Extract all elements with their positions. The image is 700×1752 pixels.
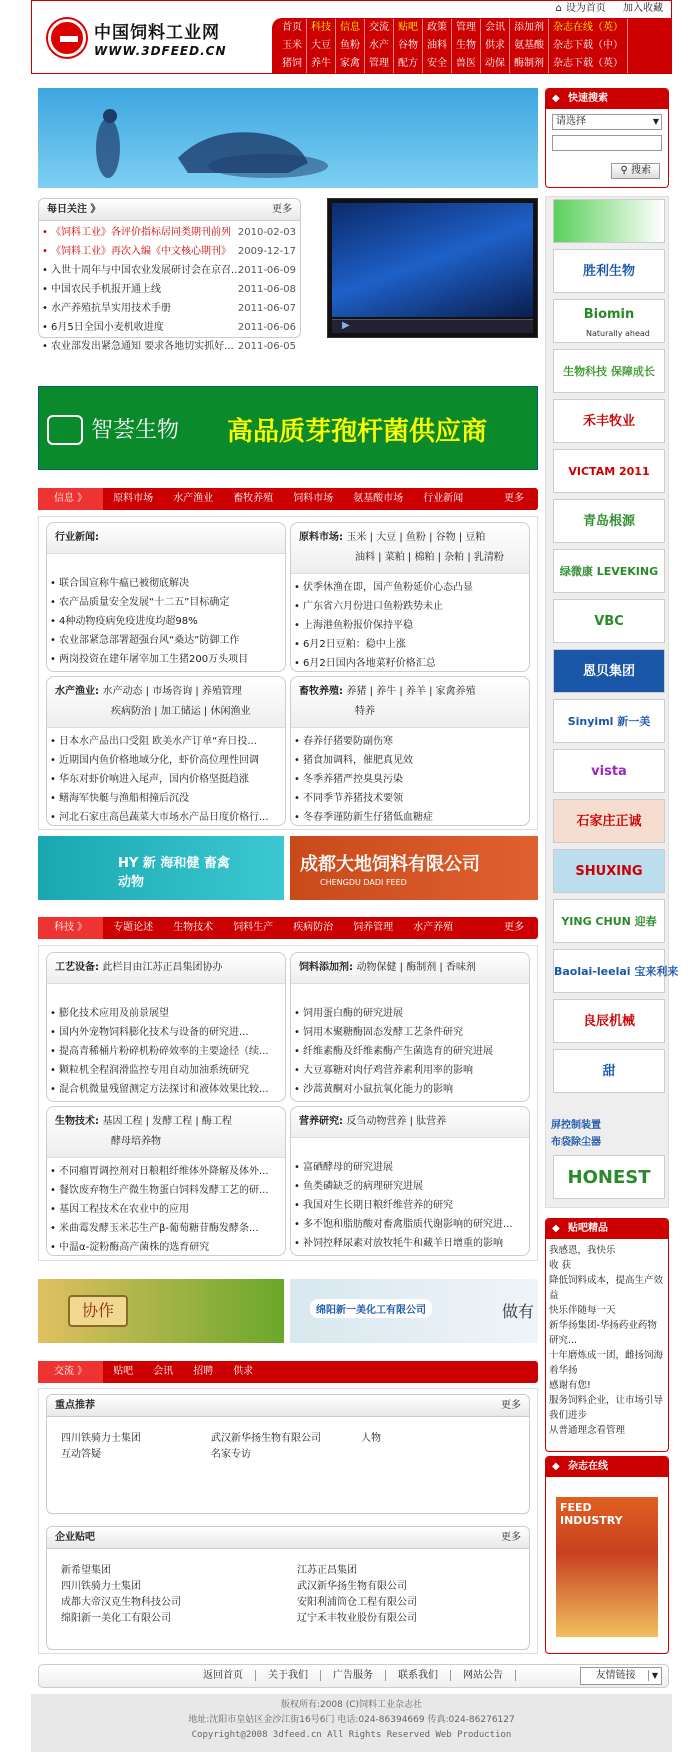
- magazine-cover-title: FEED INDUSTRY: [560, 1501, 623, 1527]
- list-item[interactable]: • 6月2日国内各地菜籽价格汇总: [291, 654, 529, 673]
- nav-item[interactable]: 生物: [452, 37, 481, 55]
- list-item[interactable]: • 提高青稀桶片粉碎机粉碎效率的主要途径（续...: [47, 1042, 285, 1061]
- featured-title: 重点推荐: [55, 1400, 95, 1411]
- aqua-title: 水产渔业:: [55, 686, 99, 697]
- side-link[interactable]: 屏控制装置: [551, 1120, 601, 1131]
- forum-panel: [46, 1526, 530, 1650]
- home-icon: ⌂: [555, 3, 562, 14]
- list-item[interactable]: • 鳝海军快艇与渔船相撞后沉没: [47, 789, 285, 808]
- company-link[interactable]: 新希望集团: [61, 1565, 111, 1576]
- biotech-sublinks-2[interactable]: 酵母培养物: [111, 1136, 161, 1147]
- main-nav: [272, 18, 672, 74]
- zhihui-brand: 智荟生物: [91, 418, 180, 443]
- play-icon[interactable]: ▶: [342, 320, 350, 331]
- footer-address: 地址:沈阳市皇姑区金沙江街16号6门 电话:024-86394669 传真:024-86276127: [188, 1715, 515, 1725]
- footer-nav: [38, 1664, 669, 1688]
- nav-item[interactable]: 动保: [481, 55, 510, 73]
- list-item[interactable]: • 日本水产品出口受阻 欧美水产订单“弃日投...: [47, 732, 285, 751]
- section-tab[interactable]: 招聘: [193, 1366, 214, 1377]
- list-item[interactable]: • 联合国宣称牛瘟已被彻底解决: [47, 574, 285, 593]
- nutrition-panel: [290, 1106, 530, 1256]
- video-player[interactable]: [327, 198, 538, 338]
- forum-title: 企业贴吧: [55, 1532, 95, 1543]
- top-links: [264, 1, 671, 17]
- news-title[interactable]: 《饲料工业》各评价指标居同类期刊前列: [51, 227, 231, 238]
- nutrition-list: [291, 1138, 529, 1253]
- additive-sublinks[interactable]: 动物保健 | 酶制剂 | 香味剂: [356, 962, 476, 973]
- forum-hot-item[interactable]: 感谢有您!: [549, 1380, 591, 1391]
- news-title[interactable]: 入世十周年与中国农业发展研讨会在京召...: [51, 265, 241, 276]
- nav-item[interactable]: 谷物: [394, 37, 423, 55]
- footer-info: [31, 1694, 672, 1752]
- sinyiml-ad-text: 绵阳新一美化工有限公司: [310, 1299, 432, 1318]
- process-title: 工艺设备:: [55, 962, 99, 973]
- link-column: [211, 1431, 321, 1463]
- magazine-panel: [545, 1456, 669, 1654]
- list-item[interactable]: • 餐饮废弃物生产微生物蛋白饲料发酵工艺的研...: [47, 1181, 285, 1200]
- nav-item[interactable]: 供求: [481, 37, 510, 55]
- company-link[interactable]: 成都大帝汉克生物科技公司: [61, 1597, 181, 1608]
- company-link[interactable]: 武汉新华扬生物有限公司: [297, 1581, 407, 1592]
- company-link[interactable]: 名家专访: [211, 1449, 251, 1460]
- sponsor-column: [545, 196, 679, 1208]
- additive-panel: [290, 952, 530, 1102]
- sponsor-logo[interactable]: Biomin: [553, 299, 665, 343]
- list-item[interactable]: • 饲用蛋白酶的研究进展: [291, 1004, 529, 1023]
- search-button-label: 搜索: [631, 165, 651, 176]
- forum-hot-icon: ◆: [552, 1223, 560, 1234]
- search-button[interactable]: [611, 163, 660, 179]
- footer-copyright-en: Copyright@2008 3dfeed.cn All Rights Reserved Web Production: [191, 1730, 512, 1740]
- list-item[interactable]: • 膨化技术应用及前景展望: [47, 1004, 285, 1023]
- favorite-link[interactable]: 加入收藏: [623, 3, 663, 14]
- forum-hot-item[interactable]: 新华扬集团-华扬药业药物研究...: [549, 1320, 657, 1346]
- raw-sublinks[interactable]: 玉米 | 大豆 | 鱼粉 | 谷物 | 豆粕: [346, 532, 486, 543]
- news-date: 2011-06-08: [237, 284, 296, 295]
- nav-row-1: [278, 19, 628, 37]
- nav-item[interactable]: 杂志在线（英）: [549, 19, 628, 37]
- aqua-list: [47, 728, 285, 827]
- section-tab[interactable]: 水产渔业: [173, 493, 214, 504]
- forum-hot-panel: [545, 1218, 669, 1452]
- haihejian-ad-text: HY 新 海和健 畜禽动物: [118, 856, 230, 890]
- sponsor-logo[interactable]: vista: [553, 749, 665, 793]
- sponsor-logo[interactable]: 绿微康 LEVEKING: [553, 549, 665, 593]
- industry-list: [47, 554, 285, 669]
- sponsor-logo[interactable]: 禾丰牧业: [553, 399, 665, 443]
- site-logo[interactable]: [32, 1, 264, 75]
- biotech-panel: [46, 1106, 286, 1256]
- aqua-panel: [46, 676, 286, 826]
- list-item[interactable]: • 猪食加调料，催肥真见效: [291, 751, 529, 770]
- sponsor-logo[interactable]: SHUXING: [553, 849, 665, 893]
- list-item[interactable]: • 国内外宠物饲料膨化技术与设备的研究进...: [47, 1023, 285, 1042]
- footer-copyright: 版权所有:2008 (C)饲料工业杂志社: [280, 1700, 423, 1710]
- news-date: 2011-06-05: [237, 341, 296, 352]
- company-link[interactable]: 人物: [361, 1433, 381, 1444]
- footer-link[interactable]: 联系我们: [386, 1670, 451, 1681]
- list-item[interactable]: • 颗粒机全程润滑监控专用自动加油系统研究: [47, 1061, 285, 1080]
- search-select-value: 请选择: [556, 116, 586, 127]
- list-item[interactable]: [39, 223, 300, 242]
- forum-more-link[interactable]: 更多: [501, 1532, 521, 1543]
- news-date: 2011-06-07: [237, 303, 296, 314]
- section-tab[interactable]: 专题论述: [113, 922, 154, 933]
- footer-link[interactable]: 关于我们: [256, 1670, 321, 1681]
- search-panel: [545, 88, 669, 188]
- sponsor-logo[interactable]: 胜利生物: [553, 249, 665, 293]
- nav-item[interactable]: 玉米: [278, 37, 307, 55]
- list-item[interactable]: • 冬季养猪严控臭臭污染: [291, 770, 529, 789]
- news-date: 2011-06-06: [237, 322, 296, 333]
- nav-item[interactable]: 杂志下载（中）: [549, 37, 628, 55]
- dadi-feed-ad-en: CHENGDU DADI FEED: [320, 878, 407, 887]
- aqua-sublinks-2[interactable]: 疾病防治 | 加工储运 | 休闲渔业: [111, 706, 251, 717]
- industry-news-panel: [46, 522, 286, 672]
- list-item[interactable]: • 两岗投资在建年屠宰加工生猪200万头项目: [47, 650, 285, 669]
- list-item[interactable]: • 富硒酵母的研究进展: [291, 1158, 529, 1177]
- company-link[interactable]: 绵阳新一美化工有限公司: [61, 1613, 171, 1624]
- biotech-sublinks[interactable]: 基因工程 | 发酵工程 | 酶工程: [102, 1116, 232, 1127]
- news-title[interactable]: 水产养殖抗旱实用技术手册: [51, 303, 171, 314]
- nav-item[interactable]: 水产: [365, 37, 394, 55]
- nutrition-title: 营养研究:: [299, 1116, 343, 1127]
- livestock-title: 畜牧养殖:: [299, 686, 343, 697]
- search-input[interactable]: [552, 135, 662, 151]
- sponsor-logo[interactable]: YING CHUN 迎春: [553, 899, 665, 943]
- process-list: [47, 984, 285, 1099]
- list-item[interactable]: • 农业部紧急部署超强台风“桑达”防御工作: [47, 631, 285, 650]
- search-category-select[interactable]: [552, 114, 662, 130]
- nav-row-3: [278, 55, 628, 73]
- featured-links: [47, 1417, 529, 1460]
- sinyiml-ad-slogan: 做有: [501, 1302, 534, 1321]
- zhihui-slogan: 高品质芽孢杆菌供应商: [227, 417, 488, 447]
- search-title: 快速搜索: [568, 93, 608, 104]
- daily-list: [39, 221, 300, 356]
- footer-link[interactable]: 广告服务: [321, 1670, 386, 1681]
- list-item[interactable]: • 补饲控释尿素对放牧牦牛和藏羊日增重的影响: [291, 1234, 529, 1253]
- section-tab[interactable]: 供求: [233, 1366, 254, 1377]
- sponsor-logo[interactable]: VICTAM 2011: [553, 449, 665, 493]
- daily-news-panel: [38, 198, 301, 352]
- list-item[interactable]: • 米曲霉发酵玉米芯生产β-葡萄糖苷酶发酵条...: [47, 1219, 285, 1238]
- list-item[interactable]: • 农产品质量安全发展“十二五”目标确定: [47, 593, 285, 612]
- nav-item[interactable]: 酶制剂: [510, 55, 549, 73]
- section-more-link[interactable]: 更多: [504, 922, 524, 933]
- list-item[interactable]: • 不同季节养猪技术要领: [291, 789, 529, 808]
- footer-link[interactable]: 网站公告: [451, 1670, 516, 1681]
- list-item[interactable]: • 广东省六月份进口鱼粉跌势未止: [291, 597, 529, 616]
- daily-more-link[interactable]: 更多: [272, 204, 292, 215]
- nav-item[interactable]: 兽医: [452, 55, 481, 73]
- cooperation-ad[interactable]: [38, 1279, 284, 1343]
- forum-hot-item[interactable]: 收 获: [549, 1260, 572, 1271]
- nav-item[interactable]: 科技: [307, 19, 336, 37]
- forum-hot-item[interactable]: 从普通理念看管理: [549, 1425, 626, 1436]
- additive-list: [291, 984, 529, 1099]
- logo-text: 中国饲料工业网: [94, 23, 220, 43]
- nav-item[interactable]: 养牛: [307, 55, 336, 73]
- company-link[interactable]: 四川铁骑力士集团: [61, 1581, 141, 1592]
- haihejian-ad[interactable]: [38, 836, 284, 900]
- magazine-title: 杂志在线: [568, 1461, 608, 1472]
- company-link[interactable]: 武汉新华扬生物有限公司: [211, 1433, 321, 1444]
- sponsor-logo[interactable]: 恩贝集团: [553, 649, 665, 693]
- nav-item[interactable]: 猪饲: [278, 55, 307, 73]
- side-text-links: [551, 1117, 601, 1151]
- nav-item[interactable]: 管理: [365, 55, 394, 73]
- process-sponsor: 此栏目由江苏正昌集团协办: [102, 962, 223, 973]
- rider-silhouette-icon: [38, 88, 538, 188]
- nav-item[interactable]: 信息: [336, 19, 365, 37]
- list-item[interactable]: • 近期国内鱼价格地域分化，虾价高位理性回调: [47, 751, 285, 770]
- section-tab[interactable]: 贴吧: [113, 1366, 134, 1377]
- news-date: 2009-12-17: [237, 246, 296, 257]
- friend-links-select[interactable]: [580, 1667, 662, 1685]
- news-title[interactable]: 中国农民手机报开通上线: [51, 284, 161, 295]
- magazine-icon: ◆: [552, 1461, 560, 1472]
- list-item[interactable]: • 春养仔猪要防副伤寒: [291, 732, 529, 751]
- section-tab[interactable]: 饲料生产: [233, 922, 274, 933]
- news-title[interactable]: 《饲料工业》再次入编《中文核心期刊》: [51, 246, 231, 257]
- section-tab[interactable]: 饲养管理: [353, 922, 394, 933]
- top-banner[interactable]: [38, 88, 538, 188]
- nav-item[interactable]: 鱼粉: [336, 37, 365, 55]
- list-item[interactable]: • 混合机微量残留测定方法探讨和液体效果比较...: [47, 1080, 285, 1099]
- forum-hot-item[interactable]: 服务饲料企业，让市场引导我们进步: [549, 1395, 664, 1421]
- logo-icon: [48, 19, 86, 57]
- biotech-list: [47, 1158, 285, 1257]
- nutrition-sublinks[interactable]: 反刍动物营养 | 肽营养: [346, 1116, 447, 1127]
- list-item[interactable]: [39, 337, 300, 356]
- sponsor-logo[interactable]: Baolai-leelai 宝来利来: [553, 949, 665, 993]
- list-item[interactable]: • 上海港鱼粉报价保持平稳: [291, 616, 529, 635]
- nav-item[interactable]: 添加剂: [510, 19, 549, 37]
- featured-panel: [46, 1394, 530, 1514]
- forum-hot-item[interactable]: 快乐伴随每一天: [549, 1305, 616, 1316]
- logo-url: WWW.3DFEED.CN: [94, 44, 227, 58]
- forum-links: [47, 1549, 529, 1624]
- section-tab[interactable]: 畜牧养殖: [233, 493, 274, 504]
- process-panel: [46, 952, 286, 1102]
- section-tab[interactable]: 疾病防治: [293, 922, 334, 933]
- list-item[interactable]: • 4种动物疫病免疫进度均超98%: [47, 612, 285, 631]
- industry-title: 行业新闻:: [47, 523, 285, 554]
- section-tab[interactable]: 行业新闻: [423, 493, 464, 504]
- nav-item[interactable]: 配方: [394, 55, 423, 73]
- tech-nav-bar: [38, 917, 538, 939]
- section-more-link[interactable]: 更多: [504, 493, 524, 504]
- list-item[interactable]: • 我国对生长期日粮纤维营养的研究: [291, 1196, 529, 1215]
- list-item[interactable]: • 不同瘤胃调控剂对日粮粗纤维体外降解及体外...: [47, 1162, 285, 1181]
- sponsor-logo[interactable]: Sinyiml 新一美: [553, 699, 665, 743]
- raw-sublinks-2[interactable]: 油料 | 菜粕 | 棉粕 | 杂粕 | 乳清粉: [355, 552, 504, 563]
- list-item[interactable]: [39, 318, 300, 337]
- livestock-sublinks-2[interactable]: 特养: [355, 706, 375, 717]
- nav-item[interactable]: 贴吧: [394, 19, 423, 37]
- list-item[interactable]: • 河北石家庄高邑蔬菜大市场水产品日度价格行...: [47, 808, 285, 827]
- raw-title: 原料市场:: [299, 532, 343, 543]
- magazine-cover[interactable]: [556, 1497, 658, 1637]
- sponsor-logo[interactable]: 生物科技 保障成长: [553, 349, 665, 393]
- nav-item[interactable]: 政策: [423, 19, 452, 37]
- section-tab-main[interactable]: 科技 》: [38, 917, 103, 939]
- info-nav-bar: [38, 488, 538, 510]
- list-item[interactable]: • 大豆寡糖对肉仔鸡营养素利用率的影响: [291, 1061, 529, 1080]
- nav-row-2: [278, 37, 628, 55]
- list-item[interactable]: [39, 261, 300, 280]
- list-item[interactable]: [39, 280, 300, 299]
- sponsor-logo[interactable]: VBC: [553, 599, 665, 643]
- forum-hot-item[interactable]: 降低饲料成本，提高生产效益: [549, 1275, 664, 1301]
- list-item[interactable]: • 基因工程技术在农业中的应用: [47, 1200, 285, 1219]
- list-item[interactable]: • 中温α-淀粉酶高产菌株的选育研究: [47, 1238, 285, 1257]
- link-column: [297, 1563, 417, 1627]
- search-icon: ⚲: [620, 165, 628, 176]
- sponsor-logo[interactable]: 良辰机械: [553, 999, 665, 1043]
- link-column: [61, 1431, 141, 1463]
- sponsor-tagline: Naturally ahead: [586, 329, 650, 338]
- news-title[interactable]: 6月5日全国小麦机收进度: [51, 322, 164, 333]
- raw-market-panel: [290, 522, 530, 672]
- nav-item[interactable]: 交流: [365, 19, 394, 37]
- nav-item[interactable]: 管理: [452, 19, 481, 37]
- honest-logo[interactable]: HONEST: [553, 1155, 665, 1199]
- side-link[interactable]: 布袋除尘器: [551, 1137, 601, 1148]
- section-tab[interactable]: 氨基酸市场: [353, 493, 404, 504]
- nav-item[interactable]: 首页: [278, 19, 307, 37]
- section-tab-main[interactable]: 信息 》: [38, 488, 103, 510]
- search-panel-icon: ◆: [552, 93, 560, 104]
- nav-item[interactable]: 杂志下载（英）: [549, 55, 628, 73]
- nav-item[interactable]: 氨基酸: [510, 37, 549, 55]
- section-tab[interactable]: 饲料市场: [293, 493, 334, 504]
- footer-links: [191, 1670, 516, 1681]
- list-item[interactable]: • 饲用木聚糖酶固态发酵工艺条件研究: [291, 1023, 529, 1042]
- nav-item[interactable]: 油料: [423, 37, 452, 55]
- zhihui-banner[interactable]: [38, 386, 538, 470]
- dadi-feed-ad[interactable]: [290, 836, 538, 900]
- list-item[interactable]: • 鱼类磷缺乏的病理研究进展: [291, 1177, 529, 1196]
- list-item[interactable]: [39, 242, 300, 261]
- daily-title: 每日关注 》: [47, 204, 101, 215]
- list-item[interactable]: • 多不饱和脂肪酸对畜禽脂质代谢影响的研究进...: [291, 1215, 529, 1234]
- news-title[interactable]: 农业部发出紧急通知 要求各地切实抓好...: [51, 341, 234, 352]
- list-item[interactable]: • 伏季休渔在即，国产鱼粉延价心态凸显: [291, 578, 529, 597]
- company-link[interactable]: 四川铁骑力士集团: [61, 1433, 141, 1444]
- news-date: 2011-06-09: [237, 265, 296, 276]
- footer-link[interactable]: 返回首页: [191, 1670, 256, 1681]
- list-item[interactable]: • 沙蒿黄酮对小鼠抗氧化能力的影响: [291, 1080, 529, 1099]
- sponsor-logo[interactable]: 甜: [553, 1049, 665, 1093]
- zhihui-logo-icon: [47, 415, 83, 445]
- exchange-nav-bar: [38, 1361, 538, 1383]
- list-item[interactable]: [39, 299, 300, 318]
- set-home-link[interactable]: 设为首页: [565, 3, 606, 14]
- sponsor-logo[interactable]: 石家庄正诚: [553, 799, 665, 843]
- company-link[interactable]: 安阳利浦筒仓工程有限公司: [297, 1597, 417, 1608]
- section-tab[interactable]: 会讯: [153, 1366, 174, 1377]
- sponsor-green-banner[interactable]: [553, 199, 665, 243]
- biotech-title: 生物技术:: [55, 1116, 99, 1127]
- company-link[interactable]: 互动答疑: [61, 1449, 101, 1460]
- sponsor-logo[interactable]: 青岛根源: [553, 499, 665, 543]
- livestock-list: [291, 728, 529, 827]
- chevron-down-icon: ▼: [651, 1671, 658, 1680]
- livestock-sublinks[interactable]: 养猪 | 养牛 | 养羊 | 家禽养殖: [346, 686, 476, 697]
- list-item[interactable]: • 纤维素酶及纤维素酶产生菌选育的研究进展: [291, 1042, 529, 1061]
- livestock-panel: [290, 676, 530, 826]
- dadi-feed-ad-text: 成都大地饲料有限公司: [300, 854, 480, 875]
- sinyiml-ad[interactable]: [290, 1279, 538, 1343]
- company-link[interactable]: 辽宁禾丰牧业股份有限公司: [297, 1613, 417, 1624]
- nav-item[interactable]: 大豆: [307, 37, 336, 55]
- section-tab[interactable]: 生物技术: [173, 922, 214, 933]
- link-column: [361, 1431, 381, 1447]
- section-tab[interactable]: 原料市场: [113, 493, 154, 504]
- forum-hot-item[interactable]: 我感恩，我快乐: [549, 1245, 616, 1256]
- forum-hot-title: 贴吧精品: [568, 1223, 608, 1234]
- list-item[interactable]: • 6月2日豆粕：稳中上涨: [291, 635, 529, 654]
- nav-item[interactable]: 安全: [423, 55, 452, 73]
- list-item[interactable]: • 冬春季谨防新生仔猪低血糖症: [291, 808, 529, 827]
- nav-item[interactable]: 会讯: [481, 19, 510, 37]
- cooperation-ad-text: 协作: [68, 1295, 128, 1327]
- chevron-down-icon: ▼: [652, 117, 659, 126]
- nav-item[interactable]: 家禽: [336, 55, 365, 73]
- forum-hot-list: [546, 1239, 668, 1442]
- list-item[interactable]: • 华东对虾价响进入尾声，国内价格坚挺趋涨: [47, 770, 285, 789]
- header: [31, 0, 672, 74]
- friend-links-label: 友情链接: [584, 1670, 649, 1681]
- company-link[interactable]: 江苏正昌集团: [297, 1565, 357, 1576]
- link-column: [61, 1563, 181, 1627]
- aqua-sublinks[interactable]: 水产动态 | 市场咨询 | 养殖管理: [102, 686, 242, 697]
- section-tab[interactable]: 水产养殖: [413, 922, 454, 933]
- additive-title: 饲料添加剂:: [299, 962, 353, 973]
- news-date: 2010-02-03: [237, 227, 296, 238]
- section-tab-main[interactable]: 交流 》: [38, 1361, 103, 1383]
- forum-hot-item[interactable]: 十年磨炼成一团，雌扬饲海着华扬: [549, 1350, 664, 1376]
- raw-list: [291, 574, 529, 673]
- featured-more-link[interactable]: 更多: [501, 1400, 521, 1411]
